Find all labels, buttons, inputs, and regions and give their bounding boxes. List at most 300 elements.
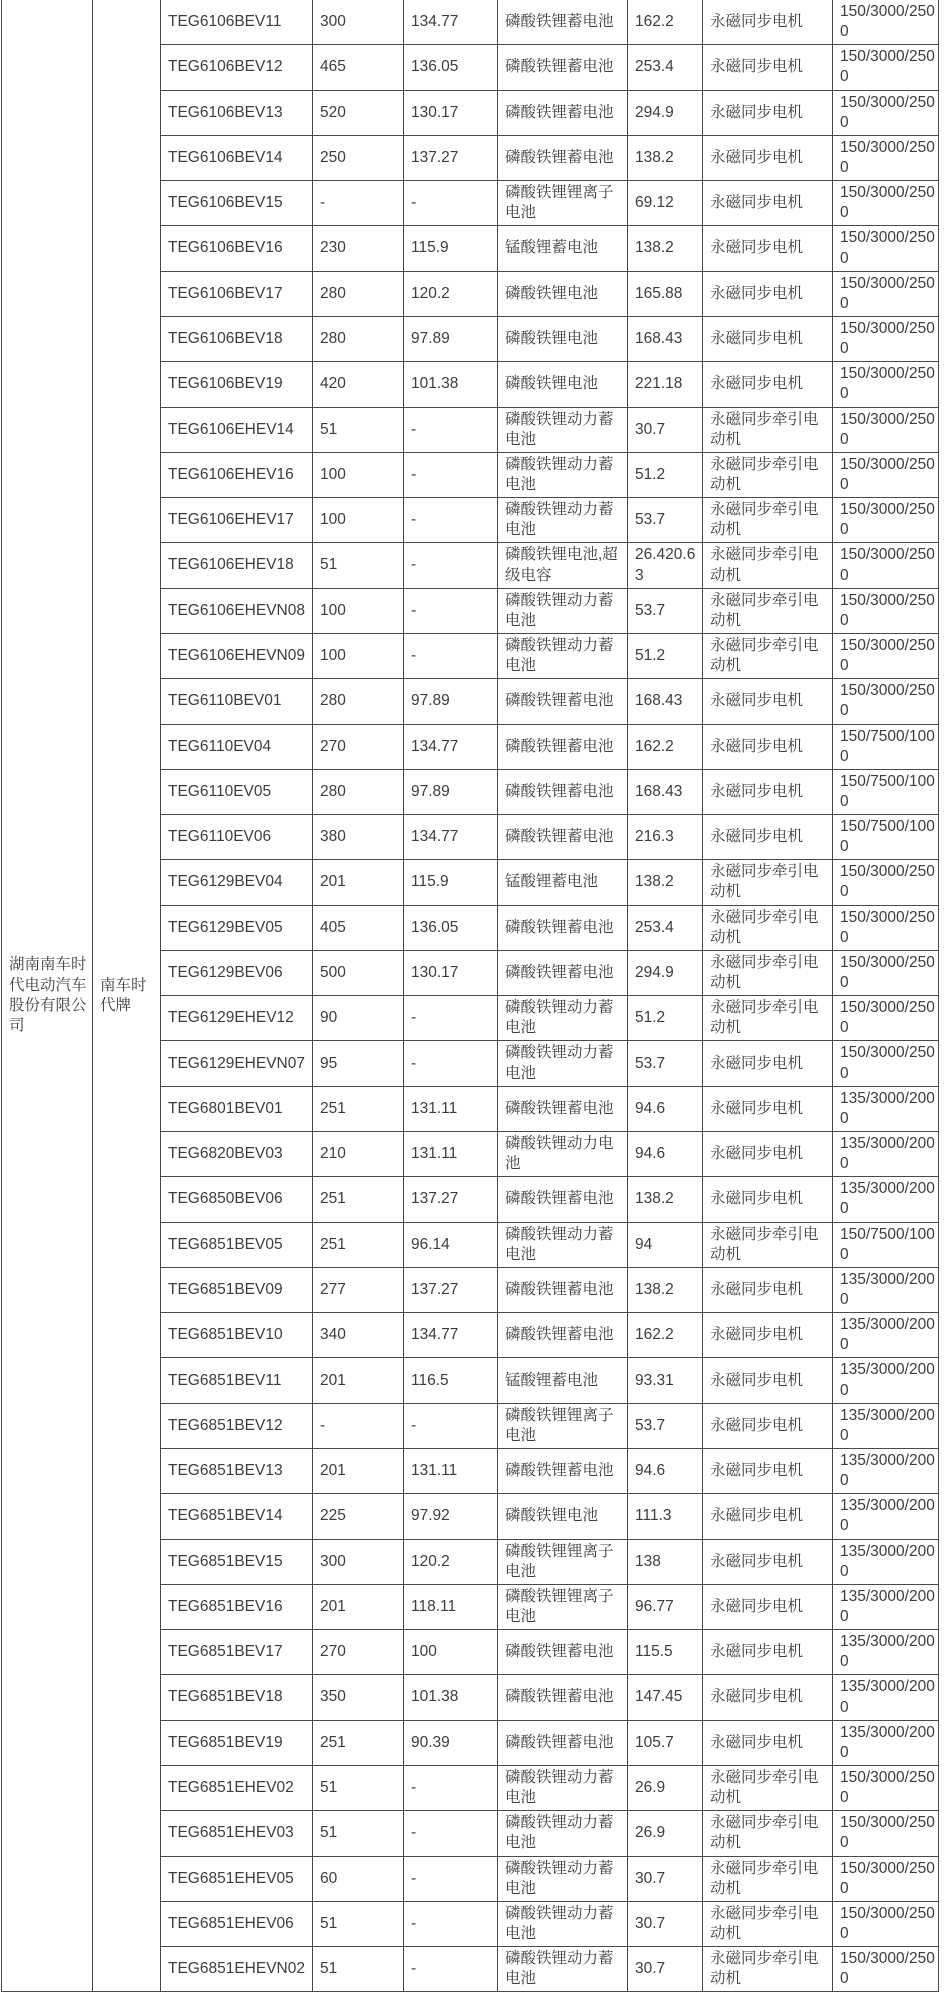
vehicle-model-cell: TEG6106BEV19 — [161, 362, 313, 407]
col5-value-cell: 94.6 — [628, 1086, 703, 1131]
col3-value-cell: - — [404, 1765, 498, 1810]
battery-type-cell: 磷酸铁锂动力蓄电池 — [498, 996, 628, 1041]
col3-value-cell: 130.17 — [404, 950, 498, 995]
battery-type-cell: 磷酸铁锂动力蓄电池 — [498, 1041, 628, 1086]
col2-value-cell: 300 — [313, 1539, 404, 1584]
motor-type-cell: 永磁同步电机 — [703, 271, 833, 316]
col3-value-cell: 131.11 — [404, 1086, 498, 1131]
power-spec-cell: 150/7500/1000 — [833, 815, 939, 860]
vehicle-data-table — [1, 0, 939, 1992]
motor-type-cell: 永磁同步电机 — [703, 1086, 833, 1131]
battery-type-cell: 磷酸铁锂蓄电池 — [498, 1630, 628, 1675]
battery-type-cell: 磷酸铁锂蓄电池 — [498, 724, 628, 769]
motor-type-cell: 永磁同步牵引电动机 — [703, 1765, 833, 1810]
vehicle-model-cell: TEG6851BEV11 — [161, 1358, 313, 1403]
col2-value-cell: 520 — [313, 90, 404, 135]
table-row — [2, 0, 939, 45]
col3-value-cell: 136.05 — [404, 45, 498, 90]
motor-type-cell: 永磁同步牵引电动机 — [703, 452, 833, 497]
vehicle-model-cell: TEG6106EHEV17 — [161, 498, 313, 543]
col2-value-cell: 100 — [313, 452, 404, 497]
motor-type-cell: 永磁同步电机 — [703, 135, 833, 180]
col2-value-cell: 60 — [313, 1856, 404, 1901]
motor-type-cell: 永磁同步电机 — [703, 90, 833, 135]
col5-value-cell: 162.2 — [628, 0, 703, 45]
vehicle-model-cell: TEG6851BEV15 — [161, 1539, 313, 1584]
col5-value-cell: 53.7 — [628, 1041, 703, 1086]
motor-type-cell: 永磁同步牵引电动机 — [703, 1901, 833, 1946]
col3-value-cell: 97.89 — [404, 316, 498, 361]
power-spec-cell: 150/3000/2500 — [833, 45, 939, 90]
vehicle-model-cell: TEG6106EHEV16 — [161, 452, 313, 497]
motor-type-cell: 永磁同步牵引电动机 — [703, 543, 833, 588]
vehicle-model-cell: TEG6851BEV09 — [161, 1267, 313, 1312]
col3-value-cell: 137.27 — [404, 1177, 498, 1222]
col2-value-cell: 51 — [313, 1901, 404, 1946]
col3-value-cell: 97.92 — [404, 1494, 498, 1539]
col2-value-cell: - — [313, 181, 404, 226]
power-spec-cell: 135/3000/2000 — [833, 1132, 939, 1177]
col2-value-cell: 251 — [313, 1177, 404, 1222]
col5-value-cell: 111.3 — [628, 1494, 703, 1539]
battery-type-cell: 磷酸铁锂动力蓄电池 — [498, 1811, 628, 1856]
col2-value-cell: 100 — [313, 498, 404, 543]
motor-type-cell: 永磁同步电机 — [703, 1267, 833, 1312]
col5-value-cell: 26.420.63 — [628, 543, 703, 588]
col3-value-cell: 115.9 — [404, 226, 498, 271]
battery-type-cell: 磷酸铁锂动力蓄电池 — [498, 588, 628, 633]
col3-value-cell: 97.89 — [404, 769, 498, 814]
col2-value-cell: 100 — [313, 588, 404, 633]
company-name-cell: 湖南南车时代电动汽车股份有限公司 — [2, 0, 93, 1992]
col3-value-cell: 90.39 — [404, 1720, 498, 1765]
col5-value-cell: 253.4 — [628, 45, 703, 90]
col2-value-cell: 51 — [313, 407, 404, 452]
power-spec-cell: 150/3000/2500 — [833, 407, 939, 452]
col3-value-cell: 136.05 — [404, 905, 498, 950]
vehicle-model-cell: TEG6129EHEVN07 — [161, 1041, 313, 1086]
motor-type-cell: 永磁同步电机 — [703, 1358, 833, 1403]
vehicle-model-cell: TEG6851BEV12 — [161, 1403, 313, 1448]
motor-type-cell: 永磁同步牵引电动机 — [703, 996, 833, 1041]
vehicle-model-cell: TEG6110EV04 — [161, 724, 313, 769]
col5-value-cell: 138.2 — [628, 1177, 703, 1222]
col2-value-cell: 380 — [313, 815, 404, 860]
power-spec-cell: 150/3000/2500 — [833, 1901, 939, 1946]
col3-value-cell: - — [404, 543, 498, 588]
vehicle-model-cell: TEG6106EHEVN09 — [161, 633, 313, 678]
col5-value-cell: 51.2 — [628, 996, 703, 1041]
power-spec-cell: 150/3000/2500 — [833, 588, 939, 633]
motor-type-cell: 永磁同步牵引电动机 — [703, 860, 833, 905]
power-spec-cell: 150/3000/2500 — [833, 90, 939, 135]
col2-value-cell: 230 — [313, 226, 404, 271]
power-spec-cell: 150/3000/2500 — [833, 1041, 939, 1086]
vehicle-model-cell: TEG6851BEV16 — [161, 1584, 313, 1629]
col2-value-cell: 500 — [313, 950, 404, 995]
col3-value-cell: - — [404, 181, 498, 226]
power-spec-cell: 150/3000/2500 — [833, 271, 939, 316]
col2-value-cell: 277 — [313, 1267, 404, 1312]
motor-type-cell: 永磁同步电机 — [703, 769, 833, 814]
power-spec-cell: 150/3000/2500 — [833, 1765, 939, 1810]
col3-value-cell: 120.2 — [404, 1539, 498, 1584]
battery-type-cell: 磷酸铁锂蓄电池 — [498, 135, 628, 180]
col5-value-cell: 162.2 — [628, 1313, 703, 1358]
vehicle-model-cell: TEG6851EHEV06 — [161, 1901, 313, 1946]
motor-type-cell: 永磁同步电机 — [703, 362, 833, 407]
motor-type-cell: 永磁同步牵引电动机 — [703, 633, 833, 678]
col3-value-cell: 115.9 — [404, 860, 498, 905]
motor-type-cell: 永磁同步电机 — [703, 1313, 833, 1358]
battery-type-cell: 磷酸铁锂蓄电池 — [498, 1086, 628, 1131]
motor-type-cell: 永磁同步牵引电动机 — [703, 1856, 833, 1901]
col3-value-cell: - — [404, 588, 498, 633]
table-body — [2, 0, 939, 1992]
battery-type-cell: 磷酸铁锂蓄电池 — [498, 1720, 628, 1765]
power-spec-cell: 150/3000/2500 — [833, 226, 939, 271]
power-spec-cell: 135/3000/2000 — [833, 1313, 939, 1358]
power-spec-cell: 150/3000/2500 — [833, 543, 939, 588]
battery-type-cell: 磷酸铁锂蓄电池 — [498, 1177, 628, 1222]
motor-type-cell: 永磁同步电机 — [703, 1041, 833, 1086]
power-spec-cell: 135/3000/2000 — [833, 1403, 939, 1448]
col3-value-cell: 134.77 — [404, 1313, 498, 1358]
col5-value-cell: 51.2 — [628, 452, 703, 497]
col5-value-cell: 96.77 — [628, 1584, 703, 1629]
col2-value-cell: 251 — [313, 1086, 404, 1131]
vehicle-model-cell: TEG6106BEV13 — [161, 90, 313, 135]
vehicle-model-cell: TEG6106BEV17 — [161, 271, 313, 316]
vehicle-model-cell: TEG6110EV06 — [161, 815, 313, 860]
motor-type-cell: 永磁同步电机 — [703, 316, 833, 361]
col5-value-cell: 94.6 — [628, 1132, 703, 1177]
power-spec-cell: 135/3000/2000 — [833, 1584, 939, 1629]
col2-value-cell: 201 — [313, 860, 404, 905]
col3-value-cell: 131.11 — [404, 1132, 498, 1177]
vehicle-model-cell: TEG6820BEV03 — [161, 1132, 313, 1177]
col2-value-cell: 340 — [313, 1313, 404, 1358]
vehicle-model-cell: TEG6851BEV10 — [161, 1313, 313, 1358]
col2-value-cell: 251 — [313, 1720, 404, 1765]
vehicle-model-cell: TEG6851BEV18 — [161, 1675, 313, 1720]
power-spec-cell: 150/7500/1000 — [833, 1222, 939, 1267]
col2-value-cell: 95 — [313, 1041, 404, 1086]
motor-type-cell: 永磁同步牵引电动机 — [703, 950, 833, 995]
power-spec-cell: 150/3000/2500 — [833, 633, 939, 678]
col5-value-cell: 138.2 — [628, 860, 703, 905]
col5-value-cell: 26.9 — [628, 1765, 703, 1810]
col3-value-cell: - — [404, 1856, 498, 1901]
col2-value-cell: 210 — [313, 1132, 404, 1177]
battery-type-cell: 磷酸铁锂动力蓄电池 — [498, 1901, 628, 1946]
vehicle-model-cell: TEG6129EHEV12 — [161, 996, 313, 1041]
motor-type-cell: 永磁同步牵引电动机 — [703, 588, 833, 633]
power-spec-cell: 135/3000/2000 — [833, 1720, 939, 1765]
col3-value-cell: - — [404, 1947, 498, 1992]
battery-type-cell: 磷酸铁锂动力蓄电池 — [498, 452, 628, 497]
vehicle-model-cell: TEG6106EHEV18 — [161, 543, 313, 588]
col5-value-cell: 115.5 — [628, 1630, 703, 1675]
motor-type-cell: 永磁同步电机 — [703, 45, 833, 90]
motor-type-cell: 永磁同步牵引电动机 — [703, 407, 833, 452]
col5-value-cell: 53.7 — [628, 588, 703, 633]
vehicle-model-cell: TEG6851EHEV02 — [161, 1765, 313, 1810]
col5-value-cell: 51.2 — [628, 633, 703, 678]
power-spec-cell: 150/3000/2500 — [833, 135, 939, 180]
motor-type-cell: 永磁同步电机 — [703, 1177, 833, 1222]
col2-value-cell: 350 — [313, 1675, 404, 1720]
col2-value-cell: 201 — [313, 1449, 404, 1494]
motor-type-cell: 永磁同步电机 — [703, 1675, 833, 1720]
battery-type-cell: 磷酸铁锂电池,超级电容 — [498, 543, 628, 588]
power-spec-cell: 150/3000/2500 — [833, 996, 939, 1041]
col5-value-cell: 26.9 — [628, 1811, 703, 1856]
power-spec-cell: 150/3000/2500 — [833, 181, 939, 226]
col2-value-cell: - — [313, 1403, 404, 1448]
motor-type-cell: 永磁同步电机 — [703, 1132, 833, 1177]
page — [1, 0, 938, 1992]
col5-value-cell: 165.88 — [628, 271, 703, 316]
col2-value-cell: 90 — [313, 996, 404, 1041]
battery-type-cell: 磷酸铁锂电池 — [498, 362, 628, 407]
battery-type-cell: 磷酸铁锂锂离子电池 — [498, 181, 628, 226]
battery-type-cell: 磷酸铁锂蓄电池 — [498, 45, 628, 90]
battery-type-cell: 磷酸铁锂电池 — [498, 316, 628, 361]
battery-type-cell: 磷酸铁锂蓄电池 — [498, 950, 628, 995]
battery-type-cell: 磷酸铁锂蓄电池 — [498, 90, 628, 135]
vehicle-model-cell: TEG6129BEV05 — [161, 905, 313, 950]
col2-value-cell: 201 — [313, 1584, 404, 1629]
col5-value-cell: 93.31 — [628, 1358, 703, 1403]
col5-value-cell: 147.45 — [628, 1675, 703, 1720]
power-spec-cell: 150/3000/2500 — [833, 1811, 939, 1856]
col3-value-cell: - — [404, 996, 498, 1041]
col2-value-cell: 51 — [313, 1811, 404, 1856]
battery-type-cell: 锰酸锂蓄电池 — [498, 226, 628, 271]
col2-value-cell: 280 — [313, 316, 404, 361]
col2-value-cell: 420 — [313, 362, 404, 407]
power-spec-cell: 150/3000/2500 — [833, 316, 939, 361]
battery-type-cell: 锰酸锂蓄电池 — [498, 860, 628, 905]
vehicle-model-cell: TEG6106EHEV14 — [161, 407, 313, 452]
col2-value-cell: 51 — [313, 1765, 404, 1810]
battery-type-cell: 磷酸铁锂动力蓄电池 — [498, 1947, 628, 1992]
col3-value-cell: 134.77 — [404, 724, 498, 769]
vehicle-model-cell: TEG6106BEV12 — [161, 45, 313, 90]
motor-type-cell: 永磁同步电机 — [703, 1584, 833, 1629]
col5-value-cell: 216.3 — [628, 815, 703, 860]
power-spec-cell: 135/3000/2000 — [833, 1539, 939, 1584]
col3-value-cell: 101.38 — [404, 362, 498, 407]
col3-value-cell: 96.14 — [404, 1222, 498, 1267]
motor-type-cell: 永磁同步电机 — [703, 724, 833, 769]
motor-type-cell: 永磁同步电机 — [703, 181, 833, 226]
col5-value-cell: 294.9 — [628, 90, 703, 135]
power-spec-cell: 150/7500/1000 — [833, 724, 939, 769]
col3-value-cell: 118.11 — [404, 1584, 498, 1629]
battery-type-cell: 磷酸铁锂蓄电池 — [498, 0, 628, 45]
power-spec-cell: 150/7500/1000 — [833, 769, 939, 814]
battery-type-cell: 磷酸铁锂蓄电池 — [498, 1449, 628, 1494]
motor-type-cell: 永磁同步电机 — [703, 226, 833, 271]
col2-value-cell: 280 — [313, 679, 404, 724]
motor-type-cell: 永磁同步电机 — [703, 1630, 833, 1675]
motor-type-cell: 永磁同步牵引电动机 — [703, 498, 833, 543]
col3-value-cell: - — [404, 1403, 498, 1448]
vehicle-model-cell: TEG6106EHEVN08 — [161, 588, 313, 633]
col3-value-cell: 137.27 — [404, 135, 498, 180]
col2-value-cell: 280 — [313, 271, 404, 316]
vehicle-model-cell: TEG6129BEV06 — [161, 950, 313, 995]
vehicle-model-cell: TEG6106BEV14 — [161, 135, 313, 180]
power-spec-cell: 150/3000/2500 — [833, 1947, 939, 1992]
vehicle-model-cell: TEG6851EHEVN02 — [161, 1947, 313, 1992]
col5-value-cell: 168.43 — [628, 316, 703, 361]
motor-type-cell: 永磁同步电机 — [703, 815, 833, 860]
col5-value-cell: 105.7 — [628, 1720, 703, 1765]
brand-name-cell: 南车时代牌 — [93, 0, 161, 1992]
col5-value-cell: 30.7 — [628, 407, 703, 452]
col3-value-cell: - — [404, 407, 498, 452]
battery-type-cell: 磷酸铁锂蓄电池 — [498, 679, 628, 724]
col3-value-cell: - — [404, 1041, 498, 1086]
col3-value-cell: 137.27 — [404, 1267, 498, 1312]
motor-type-cell: 永磁同步电机 — [703, 679, 833, 724]
power-spec-cell: 150/3000/2500 — [833, 1856, 939, 1901]
col2-value-cell: 100 — [313, 633, 404, 678]
battery-type-cell: 磷酸铁锂锂离子电池 — [498, 1403, 628, 1448]
col3-value-cell: 134.77 — [404, 0, 498, 45]
col3-value-cell: - — [404, 1901, 498, 1946]
battery-type-cell: 磷酸铁锂蓄电池 — [498, 769, 628, 814]
col2-value-cell: 251 — [313, 1222, 404, 1267]
col2-value-cell: 405 — [313, 905, 404, 950]
col2-value-cell: 51 — [313, 1947, 404, 1992]
col3-value-cell: 130.17 — [404, 90, 498, 135]
battery-type-cell: 磷酸铁锂动力蓄电池 — [498, 1856, 628, 1901]
battery-type-cell: 磷酸铁锂蓄电池 — [498, 1675, 628, 1720]
battery-type-cell: 磷酸铁锂蓄电池 — [498, 905, 628, 950]
vehicle-model-cell: TEG6801BEV01 — [161, 1086, 313, 1131]
col5-value-cell: 30.7 — [628, 1901, 703, 1946]
col2-value-cell: 300 — [313, 0, 404, 45]
battery-type-cell: 磷酸铁锂电池 — [498, 1494, 628, 1539]
vehicle-model-cell: TEG6850BEV06 — [161, 1177, 313, 1222]
motor-type-cell: 永磁同步电机 — [703, 1539, 833, 1584]
power-spec-cell: 150/3000/2500 — [833, 679, 939, 724]
col5-value-cell: 30.7 — [628, 1947, 703, 1992]
power-spec-cell: 150/3000/2500 — [833, 0, 939, 45]
col5-value-cell: 69.12 — [628, 181, 703, 226]
col5-value-cell: 162.2 — [628, 724, 703, 769]
battery-type-cell: 磷酸铁锂蓄电池 — [498, 1267, 628, 1312]
battery-type-cell: 磷酸铁锂电池 — [498, 271, 628, 316]
col3-value-cell: 131.11 — [404, 1449, 498, 1494]
col5-value-cell: 253.4 — [628, 905, 703, 950]
col5-value-cell: 168.43 — [628, 679, 703, 724]
col3-value-cell: 100 — [404, 1630, 498, 1675]
motor-type-cell: 永磁同步电机 — [703, 1449, 833, 1494]
battery-type-cell: 磷酸铁锂蓄电池 — [498, 1313, 628, 1358]
col2-value-cell: 225 — [313, 1494, 404, 1539]
power-spec-cell: 150/3000/2500 — [833, 498, 939, 543]
col3-value-cell: 101.38 — [404, 1675, 498, 1720]
col2-value-cell: 250 — [313, 135, 404, 180]
col2-value-cell: 51 — [313, 543, 404, 588]
col2-value-cell: 280 — [313, 769, 404, 814]
col5-value-cell: 168.43 — [628, 769, 703, 814]
vehicle-model-cell: TEG6851BEV13 — [161, 1449, 313, 1494]
col5-value-cell: 138 — [628, 1539, 703, 1584]
battery-type-cell: 磷酸铁锂动力电池 — [498, 1132, 628, 1177]
col5-value-cell: 94.6 — [628, 1449, 703, 1494]
vehicle-model-cell: TEG6851EHEV03 — [161, 1811, 313, 1856]
motor-type-cell: 永磁同步电机 — [703, 1720, 833, 1765]
col3-value-cell: 120.2 — [404, 271, 498, 316]
col5-value-cell: 53.7 — [628, 1403, 703, 1448]
vehicle-model-cell: TEG6106BEV18 — [161, 316, 313, 361]
power-spec-cell: 150/3000/2500 — [833, 362, 939, 407]
motor-type-cell: 永磁同步牵引电动机 — [703, 1811, 833, 1856]
vehicle-model-cell: TEG6851EHEV05 — [161, 1856, 313, 1901]
vehicle-model-cell: TEG6110EV05 — [161, 769, 313, 814]
vehicle-model-cell: TEG6851BEV17 — [161, 1630, 313, 1675]
power-spec-cell: 135/3000/2000 — [833, 1675, 939, 1720]
col5-value-cell: 138.2 — [628, 226, 703, 271]
vehicle-model-cell: TEG6851BEV19 — [161, 1720, 313, 1765]
motor-type-cell: 永磁同步电机 — [703, 1403, 833, 1448]
col5-value-cell: 138.2 — [628, 1267, 703, 1312]
vehicle-model-cell: TEG6129BEV04 — [161, 860, 313, 905]
col3-value-cell: - — [404, 452, 498, 497]
col3-value-cell: 97.89 — [404, 679, 498, 724]
power-spec-cell: 135/3000/2000 — [833, 1630, 939, 1675]
col3-value-cell: 134.77 — [404, 815, 498, 860]
col3-value-cell: 116.5 — [404, 1358, 498, 1403]
col2-value-cell: 465 — [313, 45, 404, 90]
col3-value-cell: - — [404, 1811, 498, 1856]
col5-value-cell: 94 — [628, 1222, 703, 1267]
power-spec-cell: 135/3000/2000 — [833, 1449, 939, 1494]
battery-type-cell: 磷酸铁锂锂离子电池 — [498, 1584, 628, 1629]
vehicle-model-cell: TEG6106BEV16 — [161, 226, 313, 271]
vehicle-model-cell: TEG6106BEV11 — [161, 0, 313, 45]
battery-type-cell: 磷酸铁锂动力蓄电池 — [498, 1222, 628, 1267]
power-spec-cell: 135/3000/2000 — [833, 1494, 939, 1539]
battery-type-cell: 磷酸铁锂锂离子电池 — [498, 1539, 628, 1584]
col5-value-cell: 294.9 — [628, 950, 703, 995]
col2-value-cell: 270 — [313, 724, 404, 769]
vehicle-model-cell: TEG6851BEV05 — [161, 1222, 313, 1267]
battery-type-cell: 磷酸铁锂动力蓄电池 — [498, 1765, 628, 1810]
vehicle-model-cell: TEG6851BEV14 — [161, 1494, 313, 1539]
col5-value-cell: 30.7 — [628, 1856, 703, 1901]
motor-type-cell: 永磁同步牵引电动机 — [703, 905, 833, 950]
power-spec-cell: 150/3000/2500 — [833, 905, 939, 950]
power-spec-cell: 135/3000/2000 — [833, 1267, 939, 1312]
col5-value-cell: 138.2 — [628, 135, 703, 180]
motor-type-cell: 永磁同步电机 — [703, 1494, 833, 1539]
col5-value-cell: 53.7 — [628, 498, 703, 543]
motor-type-cell: 永磁同步牵引电动机 — [703, 1222, 833, 1267]
power-spec-cell: 135/3000/2000 — [833, 1358, 939, 1403]
battery-type-cell: 磷酸铁锂蓄电池 — [498, 815, 628, 860]
battery-type-cell: 磷酸铁锂动力蓄电池 — [498, 633, 628, 678]
col2-value-cell: 270 — [313, 1630, 404, 1675]
motor-type-cell: 永磁同步牵引电动机 — [703, 1947, 833, 1992]
power-spec-cell: 135/3000/2000 — [833, 1086, 939, 1131]
